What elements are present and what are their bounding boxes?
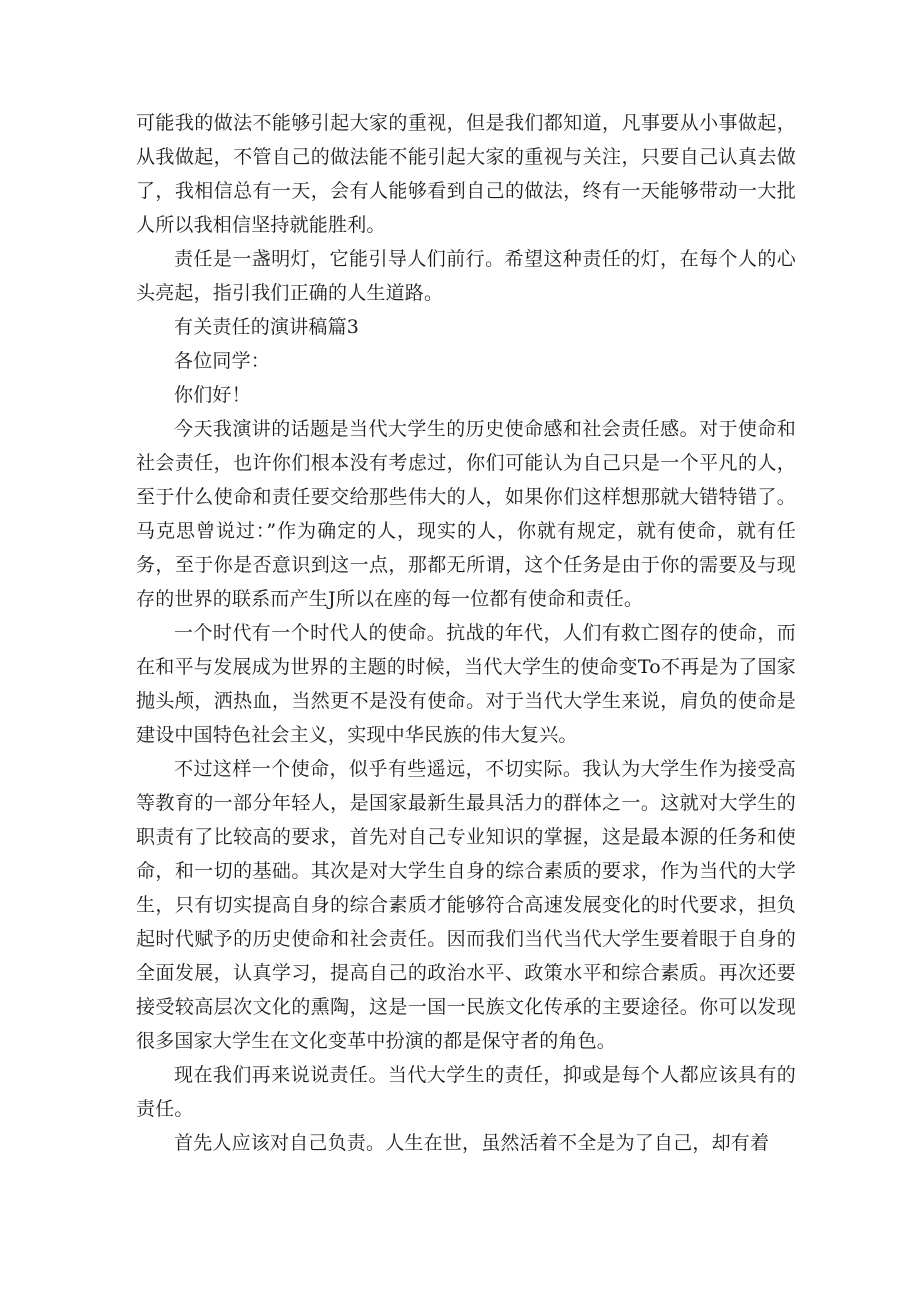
paragraph-student-duty: 不过这样一个使命，似乎有些遥远，不切实际。我认为大学生作为接受高等教育的一部分年轻人，是国家最新生最具活力的群体之一。这就对大学生的职责有了比较高的要求，首先对自己专业知识的掌握，这是最本源的任务和使命，和一切的基础。其次是对大学生自身的综合素质的要求，作为当代的大学生，只有切实提高自身的综合素质才能够符合高速发展变化的时代要求，担负起时代赋予的历史使命和社会责任。因而我们当代当代大学生要着眼于自身的全面发展，认真学习，提高自己的政治水平、政策水平和综合素质。再次还要接受较高层次文化的熏陶，这是一国一民族文化传承的主要途径。你可以发现很多国家大学生在文化变革中扮演的都是保守者的角色。 bbox=[136, 758, 796, 1052]
paragraph-self-responsibility: 首先人应该对自己负责。人生在世，虽然活着不全是为了自己，却有着 bbox=[174, 1132, 770, 1154]
greeting: 你们好！ bbox=[174, 384, 251, 406]
paragraph-responsibility: 现在我们再来说说责任。当代大学生的责任，抑或是每个人都应该具有的责任。 bbox=[136, 1064, 796, 1120]
paragraph-era-mission: 一个时代有一个时代人的使命。抗战的年代，人们有救亡图存的使命，而在和平与发展成为世界的主题的时候，当代大学生的使命变To不再是为了国家抛头颅，洒热血，当然更不是没有使命。对于当代大学生来说，肩负的使命是建设中国特色社会主义，实现中华民族的伟大复兴。 bbox=[136, 622, 796, 746]
section-heading: 有关责任的演讲稿篇3 bbox=[174, 316, 360, 338]
paragraph-continuation: 可能我的做法不能够引起大家的重视，但是我们都知道，凡事要从小事做起，从我做起，不管自己的做法能不能引起大家的重视与关注，只要自己认真去做了，我相信总有一天，会有人能够看到自己的做法，终有一天能够带动一大批人所以我相信坚持就能胜利。 bbox=[136, 112, 796, 236]
document-body bbox=[136, 106, 796, 1160]
salutation: 各位同学： bbox=[174, 350, 271, 372]
paragraph-topic: 今天我演讲的话题是当代大学生的历史使命感和社会责任感。对于使命和社会责任，也许你们根本没有考虑过，你们可能认为自己只是一个平凡的人，至于什么使命和责任要交给那些伟大的人，如果你们这样想那就大错特错了。马克思曾说过：”作为确定的人，现实的人，你就有规定，就有使命，就有任务，至于你是否意识到这一点，那都无所谓，这个任务是由于你的需要及与现存的世界的联系而产生J所以在座的每一位都有使命和责任。 bbox=[136, 418, 796, 610]
paragraph-responsibility-lamp: 责任是一盏明灯，它能引导人们前行。希望这种责任的灯，在每个人的心头亮起，指引我们正确的人生道路。 bbox=[136, 248, 796, 304]
